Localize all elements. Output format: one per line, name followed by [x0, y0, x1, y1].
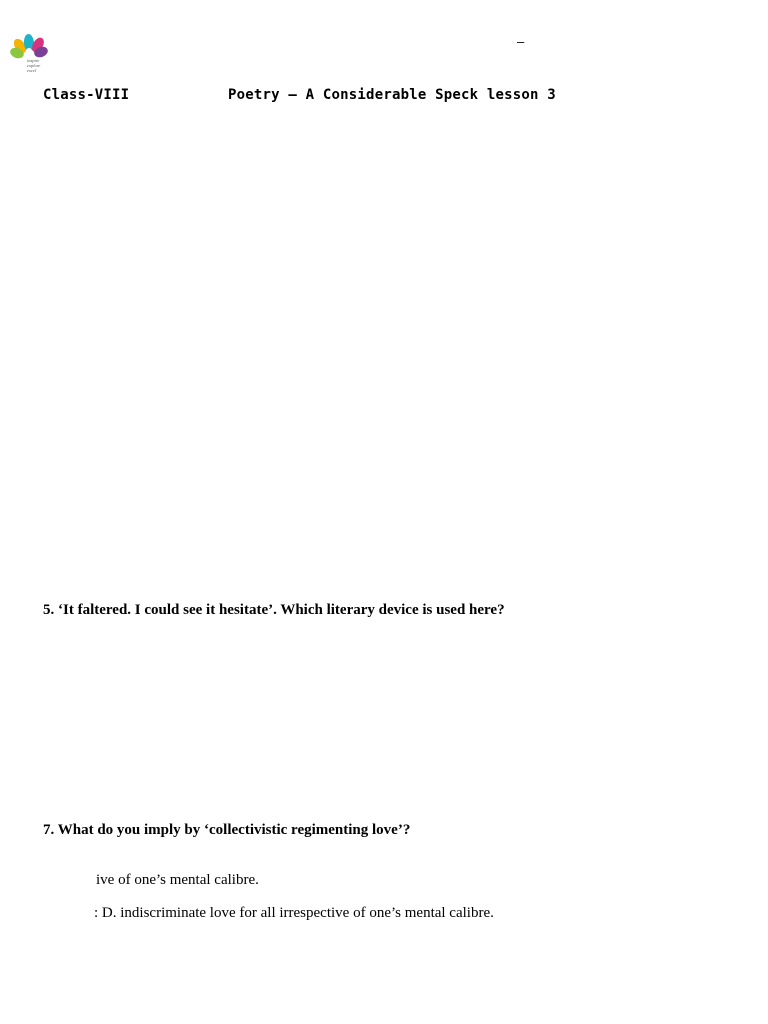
logo-line-3: excel: [27, 68, 37, 73]
flower-logo: [8, 33, 50, 75]
page-title: Poetry – A Considerable Speck lesson 3: [228, 87, 556, 103]
question-5: 5. ‘It faltered. I could see it hesitate’. Which literary device is used here?: [43, 602, 505, 618]
question-7: 7. What do you imply by ‘collectivistic regimenting love’?: [43, 822, 411, 838]
answer-fragment-1: ive of one’s mental calibre.: [96, 872, 259, 888]
logo-line-2: explore: [27, 63, 41, 68]
flower-logo-icon: [8, 33, 50, 75]
top-mark: –: [517, 34, 525, 49]
logo-line-1: inspire: [27, 58, 40, 63]
class-label: Class-VIII: [43, 87, 130, 103]
answer-fragment-2: : D. indiscriminate love for all irrespective of one’s mental calibre.: [94, 905, 494, 921]
